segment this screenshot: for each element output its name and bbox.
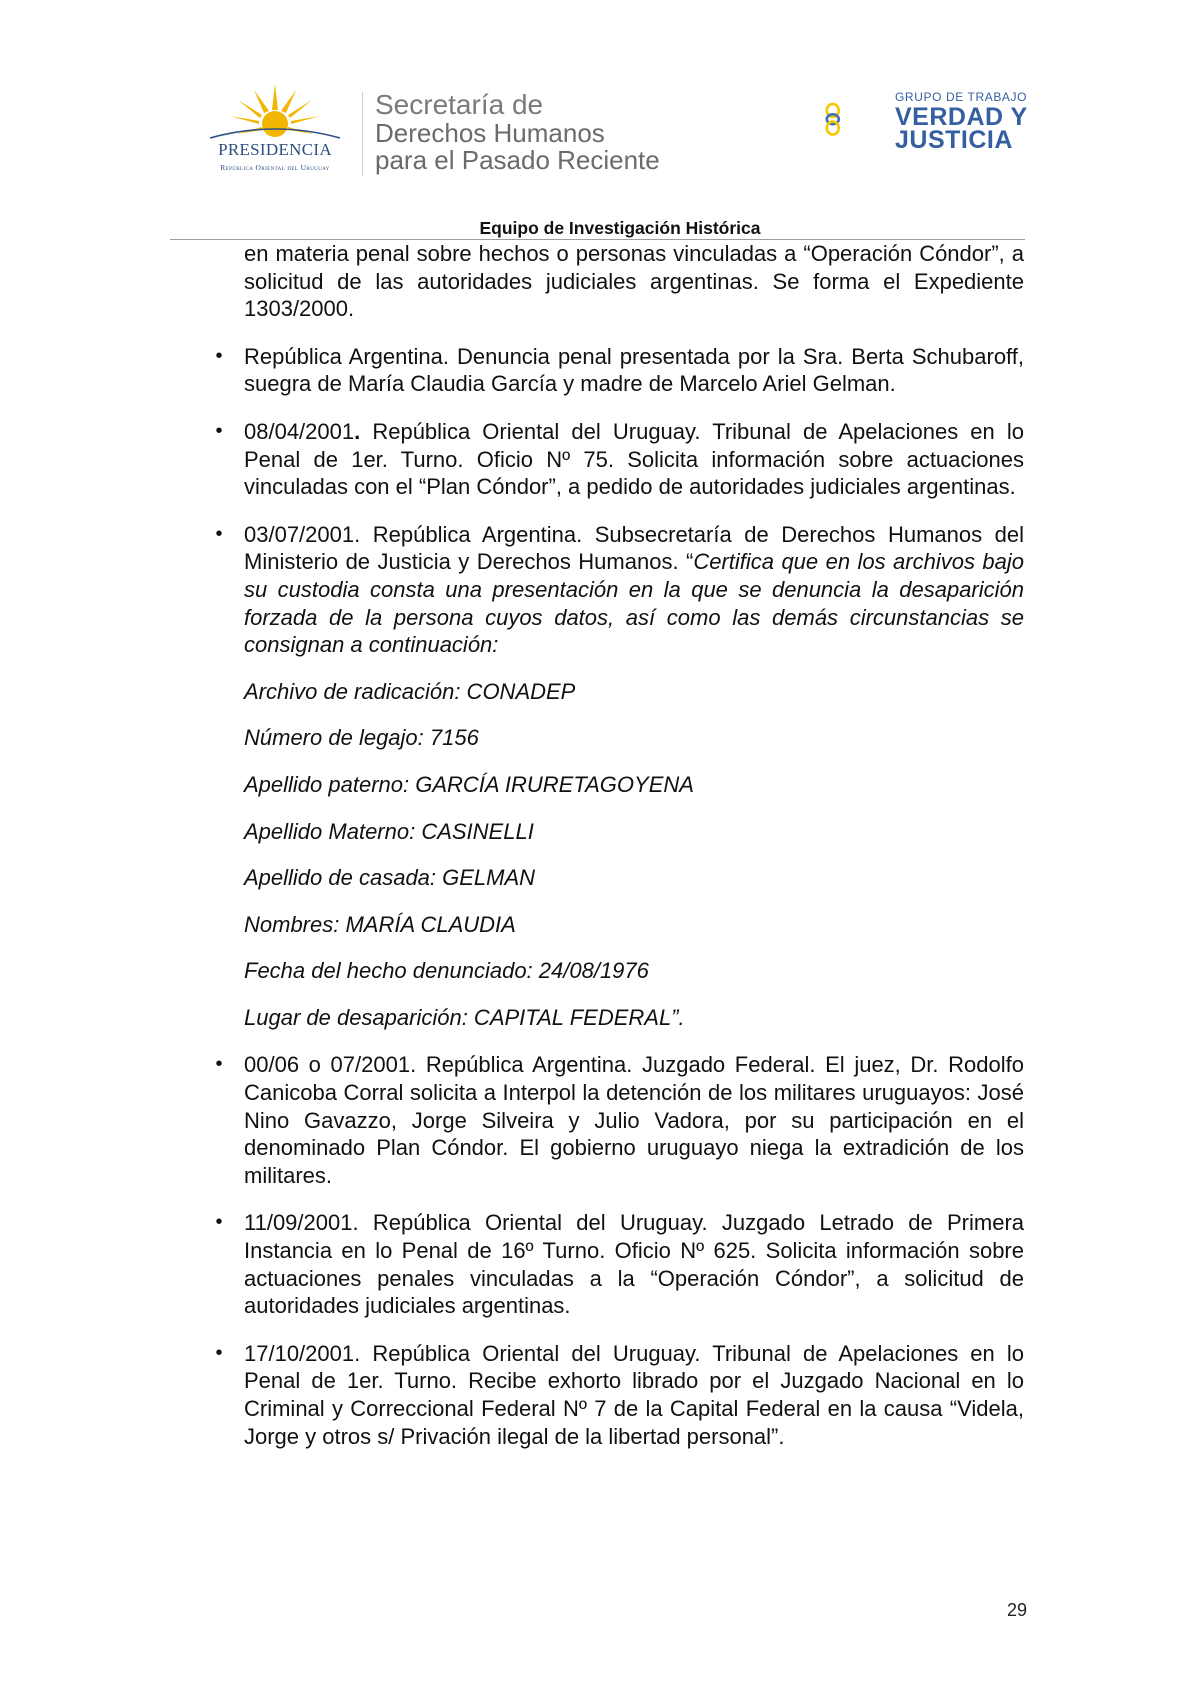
justicia-label: JUSTICIA <box>895 126 1013 154</box>
verdad-label: VERDAD Y <box>895 103 1028 131</box>
item-text <box>244 521 1024 659</box>
item-rest: República Oriental del Uruguay. Tribunal de Apelaciones en lo Penal de 1er. Turno. Oficio Nº 75. Solicita información sobre actuaciones vinculadas con el “Plan Cóndor”, a pedido de autoridades judiciales argentinas. <box>244 418 1024 500</box>
sun-emblem-icon <box>196 80 354 140</box>
intro-paragraph: en materia penal sobre hechos o personas vinculadas a “Operación Cóndor”, a solicitud de las autoridades judiciales argentinas. Se forma el Expediente 1303/2000. <box>244 241 1024 322</box>
bullet-icon: • <box>215 1211 223 1234</box>
list-item <box>215 1340 1024 1450</box>
list-item <box>215 1209 1024 1319</box>
record-detail: Apellido de casada: GELMAN <box>244 865 536 891</box>
item-text: 11/09/2001. República Oriental del Uruguay. Juzgado Letrado de Primera Instancia en lo Penal de 16º Turno. Oficio Nº 625. Solicita información sobre actuaciones penales vinculadas a la “Operación Cóndor”, a solicitud de autoridades judiciales argentinas. <box>244 1210 1024 1319</box>
record-detail: Nombres: MARÍA CLAUDIA <box>244 911 516 937</box>
list-item <box>215 1051 1024 1189</box>
record-detail: Fecha del hecho denunciado: 24/08/1976 <box>244 958 649 984</box>
bullet-icon: • <box>215 522 223 545</box>
item-date: 08/04/2001 <box>244 418 355 444</box>
secretaria-line-3: para el Pasado Reciente <box>375 145 660 175</box>
record-detail: Número de legajo: 7156 <box>244 725 479 751</box>
record-detail: Apellido paterno: GARCÍA IRURETAGOYENA <box>244 771 694 797</box>
bullet-icon: • <box>215 1341 223 1364</box>
verdad-justicia-rings-icon <box>825 56 895 182</box>
item-lead: 03/07/2001. República Argentina. Subsecretaría de Derechos Humanos del Ministerio de Justicia y Derechos Humanos. “ <box>244 521 1024 575</box>
secretaria-line-2: Derechos Humanos <box>375 118 605 148</box>
secretaria-logo-text <box>375 90 705 174</box>
team-title: Equipo de Investigación Histórica <box>479 218 761 238</box>
item-text: 00/06 o 07/2001. República Argentina. Juzgado Federal. El juez, Dr. Rodolfo Canicoba Corral solicita a Interpol la detención de los militares uruguayos: José Nino Gavazzo, Jorge Silveira y Julio Vadora, por su participación en el denominado Plan Cóndor. El gobierno uruguayo niega la extradición de los militares. <box>244 1052 1024 1188</box>
secretaria-line-1: Secretaría de <box>375 89 544 120</box>
item-text <box>244 418 1024 501</box>
page-number: 29 <box>1006 1600 1027 1620</box>
item-text: República Argentina. Denuncia penal presentada por la Sra. Berta Schubaroff, suegra de María Claudia García y madre de Marcelo Ariel Gelman. <box>244 343 1024 397</box>
record-detail: Apellido Materno: CASINELLI <box>244 818 534 844</box>
grupo-trabajo-label: GRUPO DE TRABAJO <box>895 90 1028 104</box>
document-body <box>215 240 1024 1450</box>
presidencia-wordmark: PRESIDENCIA <box>218 140 332 159</box>
certificate-quote: Certifica que en los archivos bajo su custodia consta una presentación en la que se denuncia la desaparición forzada de la persona cuyos datos, así como las demás circunstancias se consignan a continuación: <box>244 549 1024 658</box>
bullet-icon: • <box>215 344 223 367</box>
bullet-icon: • <box>215 1053 223 1076</box>
list-item <box>215 343 1024 398</box>
list-item <box>215 521 1024 1032</box>
record-detail: Archivo de radicación: CONADEP <box>244 678 576 704</box>
record-detail: Lugar de desaparición: CAPITAL FEDERAL”. <box>244 1004 685 1030</box>
list-item <box>215 418 1024 501</box>
item-date-dot: . <box>354 418 361 444</box>
header-divider <box>362 92 363 176</box>
presidencia-logo <box>196 80 354 180</box>
presidencia-subtitle: República Oriental del Uruguay <box>220 163 330 172</box>
bullet-icon: • <box>215 419 223 442</box>
item-text: 17/10/2001. República Oriental del Uruguay. Tribunal de Apelaciones en lo Penal de 1er. Turno. Recibe exhorto librado por el Juzgado Nacional en lo Criminal y Correccional Federal Nº 7 de la Capital Federal en la causa “Videla, Jorge y otros s/ Privación ilegal de la libertad personal”. <box>244 1340 1024 1449</box>
